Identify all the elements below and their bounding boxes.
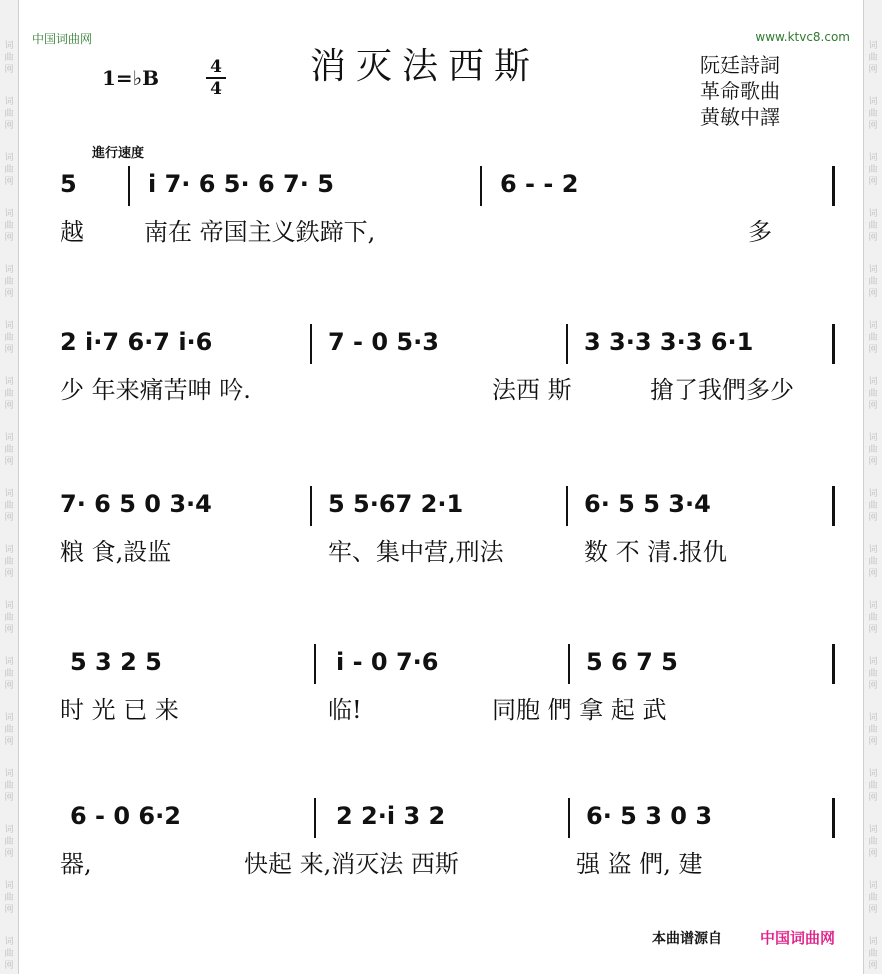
lyric: 快起 来,消灭法 西斯 — [244, 850, 459, 878]
score-system — [56, 160, 848, 246]
measure: i - 0 7·6 — [336, 648, 439, 676]
side-watermark: 词曲网 — [868, 881, 878, 915]
bar-line — [568, 644, 570, 684]
score-system — [56, 638, 848, 724]
side-watermark: 词曲网 — [868, 545, 878, 579]
bar-line — [314, 798, 316, 838]
measure: 7 - 0 5·3 — [328, 328, 439, 356]
side-watermark: 词曲网 — [868, 769, 878, 803]
watermark-site-left: 中国词曲网 — [32, 32, 93, 46]
side-watermark: 词曲网 — [4, 433, 14, 467]
bar-line — [310, 324, 312, 364]
bar-line — [832, 644, 835, 684]
measure: 2 2·i 3 2 — [336, 802, 446, 830]
side-watermark: 词曲网 — [4, 377, 14, 411]
lyric: 临! — [328, 696, 362, 724]
left-margin — [0, 0, 19, 974]
measure: 3 3·3 3·3 6·1 — [584, 328, 754, 356]
bar-line — [832, 798, 835, 838]
lyric: 少 年来痛苦呻 吟. — [60, 376, 251, 404]
side-watermark: 词曲网 — [868, 657, 878, 691]
lyrics-row — [56, 684, 848, 724]
side-watermark: 词曲网 — [868, 601, 878, 635]
side-watermark: 词曲网 — [868, 825, 878, 859]
side-watermark: 词曲网 — [4, 209, 14, 243]
lyric: 强 盗 們, 建 — [576, 850, 703, 878]
bar-line — [832, 486, 835, 526]
notation-row — [56, 318, 848, 364]
score-system — [56, 318, 848, 404]
time-signature — [206, 58, 226, 98]
notation-row — [56, 160, 848, 206]
lyric: 法西 斯 — [492, 376, 572, 404]
side-watermark: 词曲网 — [868, 713, 878, 747]
score-system — [56, 792, 848, 878]
credit-line: 黄敏中譯 — [700, 105, 780, 129]
measure: 7· 6 5 0 3·4 — [60, 490, 212, 518]
side-watermark: 词曲网 — [4, 153, 14, 187]
side-watermark: 词曲网 — [4, 825, 14, 859]
notation-row — [56, 638, 848, 684]
side-watermark: 词曲网 — [868, 321, 878, 355]
side-watermark: 词曲网 — [4, 769, 14, 803]
song-title: 消灭法西斯 — [310, 46, 541, 87]
bar-line — [832, 166, 835, 206]
notation-row — [56, 480, 848, 526]
lyric: 多 — [748, 218, 772, 246]
measure: 6· 5 3 0 3 — [586, 802, 713, 830]
side-watermark: 词曲网 — [868, 153, 878, 187]
meter-top: 4 — [210, 57, 222, 77]
bar-line — [566, 324, 568, 364]
lyric: 器, — [60, 850, 92, 878]
credits — [700, 52, 780, 130]
side-watermark: 词曲网 — [868, 937, 878, 971]
lyric: 牢、集中营,刑法 — [328, 538, 504, 566]
credit-line: 阮廷詩詞 — [700, 53, 780, 77]
lyric: 南在 帝国主义鉄蹄下, — [144, 218, 376, 246]
side-watermark: 词曲网 — [4, 713, 14, 747]
tempo-marking: 進行速度 — [92, 146, 145, 161]
bar-line — [832, 324, 835, 364]
lyrics-row — [56, 526, 848, 566]
bar-line — [128, 166, 130, 206]
lyric: 同胞 們 拿 起 武 — [492, 696, 667, 724]
score-system — [56, 480, 848, 566]
measure: 5 6 7 5 — [586, 648, 678, 676]
meter-bottom: 4 — [210, 79, 222, 99]
lyric: 搶了我們多少 — [650, 376, 794, 404]
side-watermark: 词曲网 — [4, 489, 14, 523]
measure: 2 i·7 6·7 i·6 — [60, 328, 213, 356]
bar-line — [310, 486, 312, 526]
side-watermark: 词曲网 — [4, 545, 14, 579]
measure: 6 - - 2 — [500, 170, 579, 198]
side-watermark: 词曲网 — [868, 377, 878, 411]
measure: 5 3 2 5 — [70, 648, 162, 676]
bar-line — [314, 644, 316, 684]
credit-line: 革命歌曲 — [700, 79, 780, 103]
side-watermark: 词曲网 — [868, 433, 878, 467]
side-watermark: 词曲网 — [4, 321, 14, 355]
side-watermark: 词曲网 — [868, 209, 878, 243]
lyrics-row — [56, 364, 848, 404]
bar-line — [568, 798, 570, 838]
measure: 5 5·67 2·1 — [328, 490, 464, 518]
lyrics-row — [56, 838, 848, 878]
side-watermark: 词曲网 — [4, 41, 14, 75]
side-watermark: 词曲网 — [868, 489, 878, 523]
side-watermark: 词曲网 — [868, 265, 878, 299]
measure: 5 — [60, 170, 77, 198]
lyrics-row — [56, 206, 848, 246]
source-label: 本曲谱源自 — [652, 931, 722, 947]
side-watermark: 词曲网 — [4, 601, 14, 635]
measure: i 7· 6 5· 6 7· 5 — [148, 170, 334, 198]
side-watermark: 词曲网 — [4, 937, 14, 971]
watermark-site-right: www.ktvc8.com — [755, 30, 850, 44]
side-watermark: 词曲网 — [868, 97, 878, 131]
bar-line — [566, 486, 568, 526]
lyric: 越 — [60, 218, 84, 246]
notation-row — [56, 792, 848, 838]
key-signature: 1=♭B — [102, 66, 160, 90]
right-margin — [863, 0, 882, 974]
source-site-link[interactable]: 中国词曲网 — [760, 929, 836, 947]
side-watermark: 词曲网 — [4, 657, 14, 691]
lyric: 数 不 清.报仇 — [584, 538, 727, 566]
side-watermark: 词曲网 — [4, 97, 14, 131]
side-watermark: 词曲网 — [4, 265, 14, 299]
side-watermark: 词曲网 — [868, 41, 878, 75]
side-watermark: 词曲网 — [4, 881, 14, 915]
measure: 6 - 0 6·2 — [70, 802, 181, 830]
lyric: 时 光 已 来 — [60, 696, 179, 724]
measure: 6· 5 5 3·4 — [584, 490, 711, 518]
lyric: 粮 食,設监 — [60, 538, 172, 566]
bar-line — [480, 166, 482, 206]
